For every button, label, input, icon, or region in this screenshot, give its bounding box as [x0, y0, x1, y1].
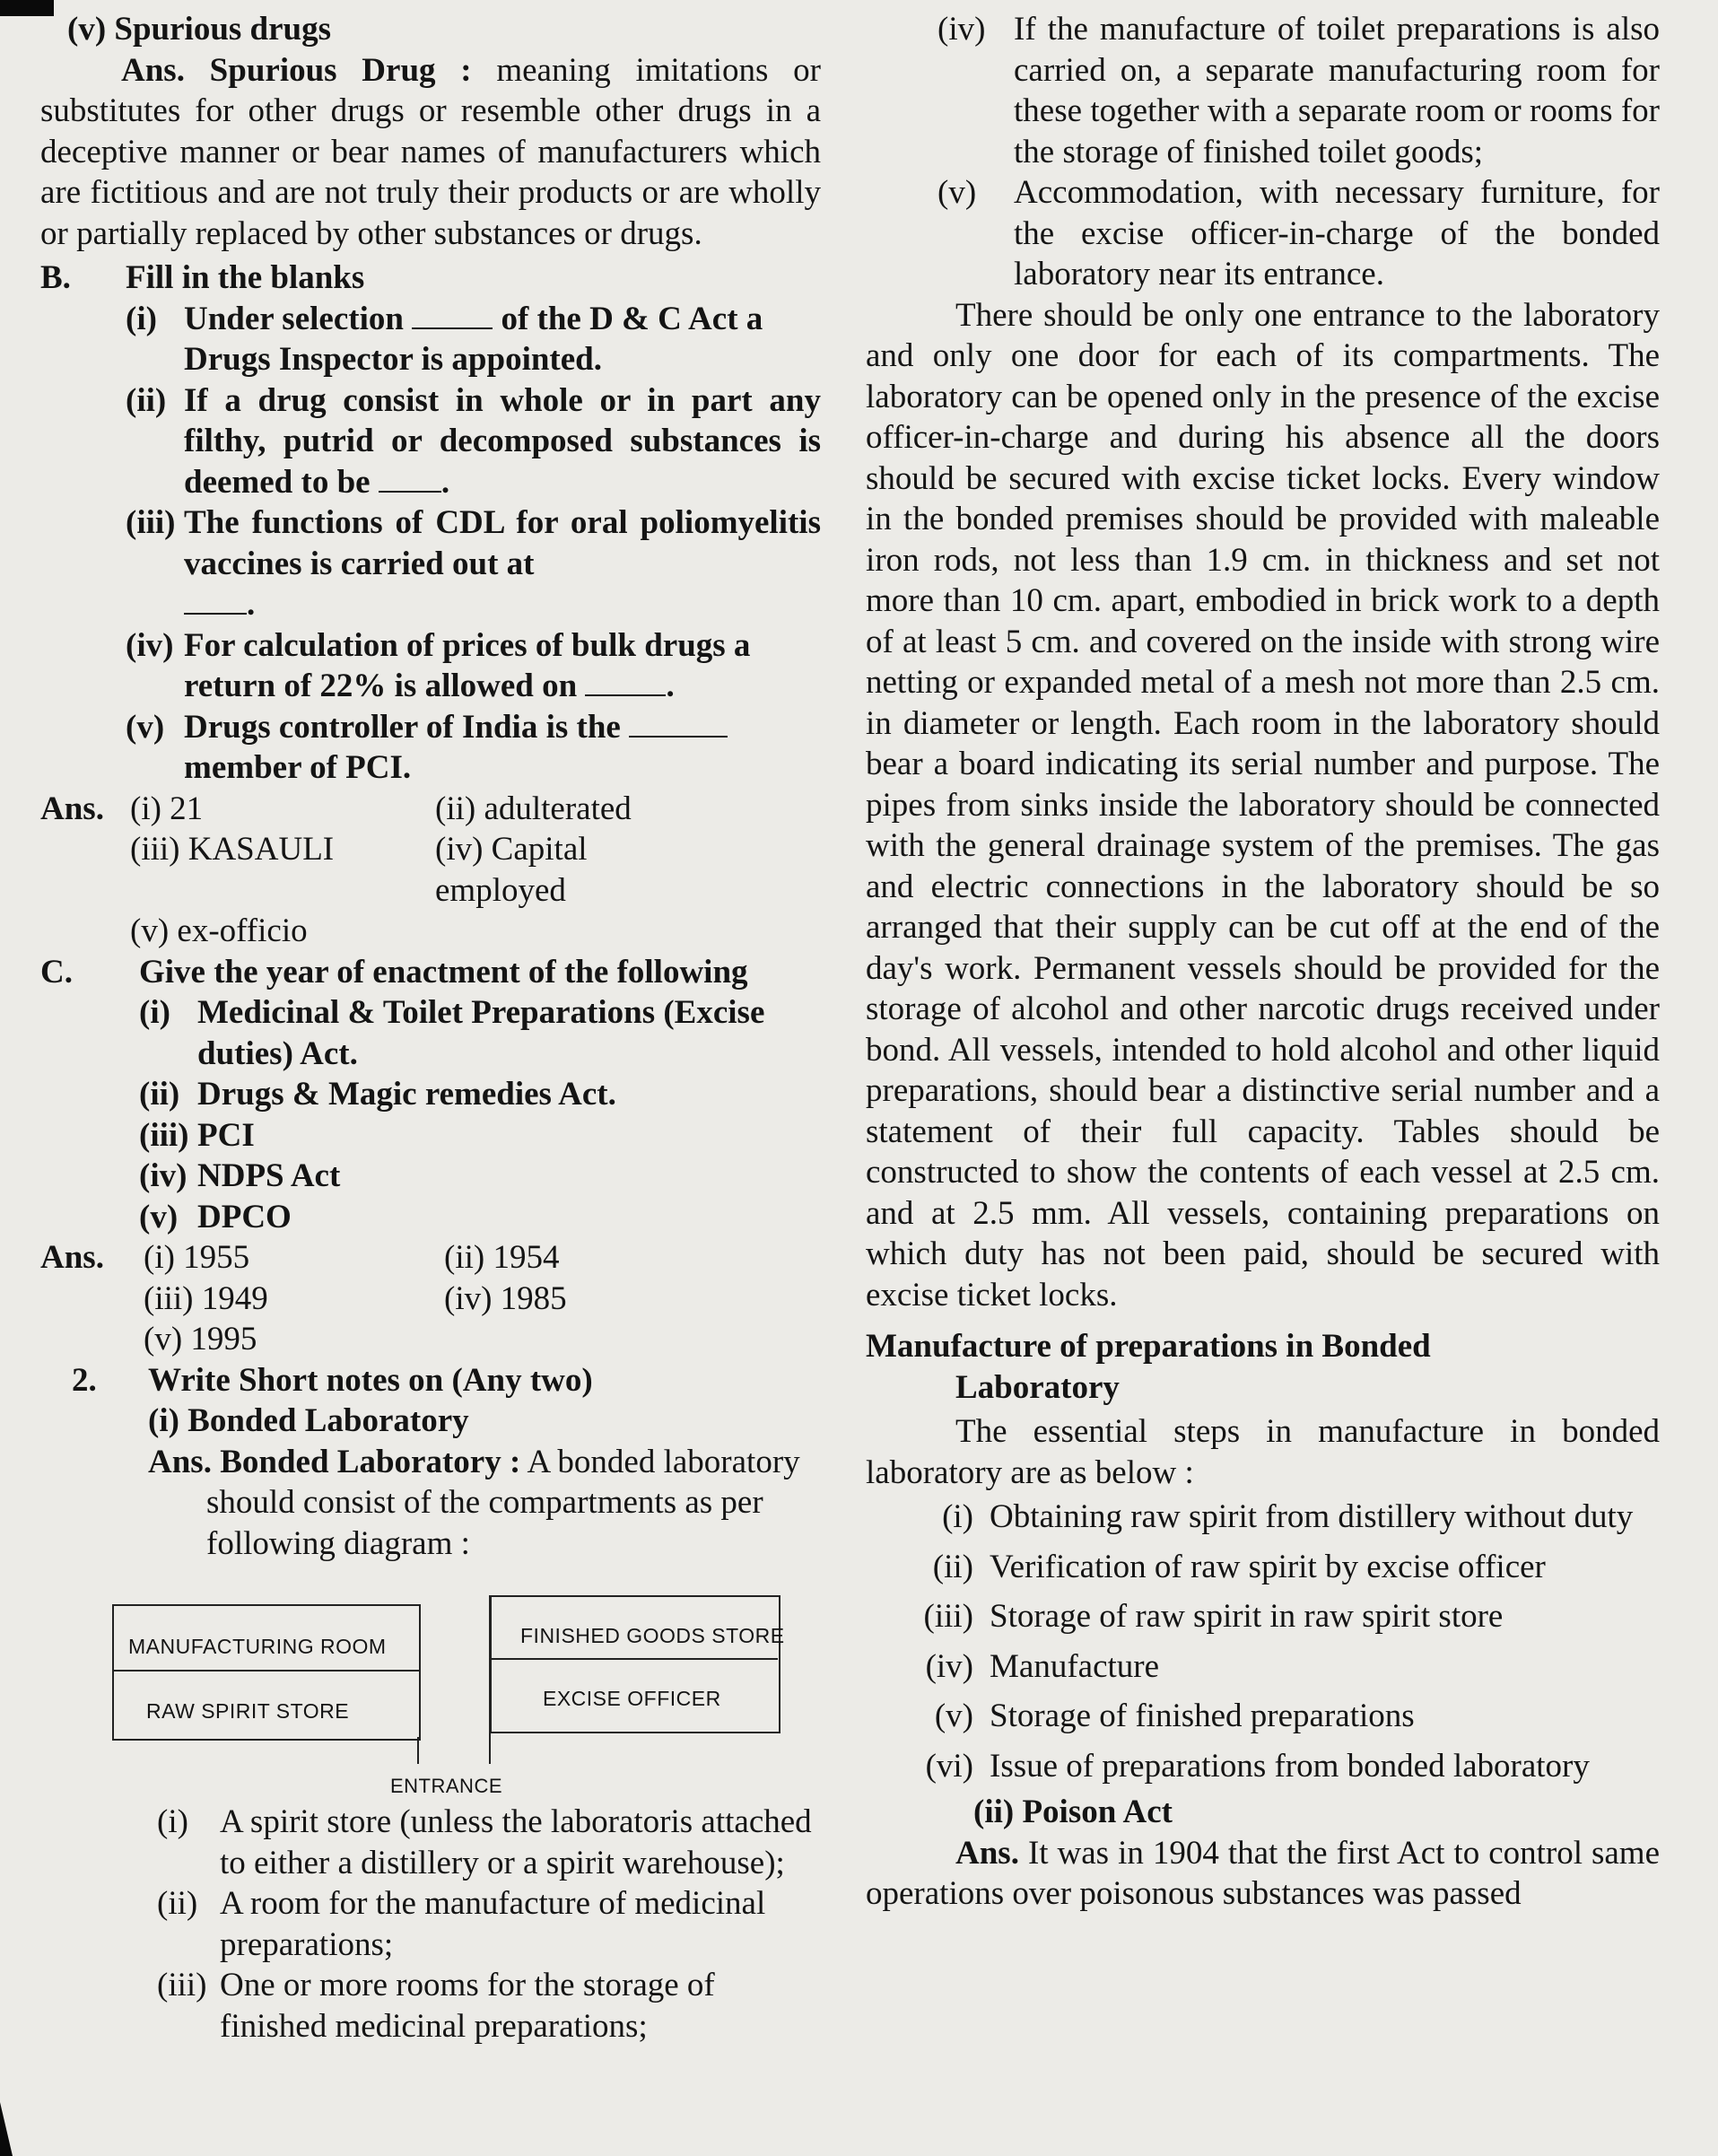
act-text: Medicinal & Toilet Preparations (Excise duties) Act.	[197, 994, 765, 1072]
answers-b-label: Ans.	[40, 790, 104, 827]
compartment-text: If the manufacture of toilet preparations is also carried on, a separate manufacturing room for these together with a separate room or rooms for the storage of finished toilet goods;	[1014, 11, 1660, 170]
blank-line	[585, 668, 666, 696]
compartment-item	[937, 9, 1660, 172]
blank-text: If a drug consist in whole or in part any filthy, putrid or decomposed substances is deemed to be	[184, 381, 821, 501]
blank-text-after: .	[666, 668, 675, 704]
step-number: (ii)	[932, 1548, 973, 1585]
blank-line	[379, 464, 441, 493]
step-text: Storage of raw spirit in raw spirit store	[990, 1598, 1504, 1635]
steps-intro: The essential steps in manufacture in bonded laboratory are as below :	[866, 1413, 1660, 1491]
manufacture-heading: Manufacture of preparations in Bonded Laboratory	[866, 1328, 1431, 1406]
finished-goods-store-label: FINISHED GOODS STORE	[520, 1624, 785, 1647]
answer-item: (iii) 1949	[144, 1279, 268, 1317]
spurious-heading: (v) Spurious drugs	[67, 11, 332, 48]
blank-line	[412, 301, 493, 329]
answer-item: (iv) 1985	[444, 1279, 567, 1317]
right-column	[866, 9, 1660, 1915]
section-c-letter: C.	[40, 953, 73, 991]
answer-item: (i) 1955	[144, 1239, 250, 1276]
bonded-lab-diagram	[40, 1573, 821, 1842]
blank-text: For calculation of prices of bulk drugs a return of 22% is allowed on	[184, 626, 751, 704]
step-text: Issue of preparations from bonded laboratory	[990, 1747, 1590, 1785]
act-number: (v)	[139, 1198, 179, 1235]
blank-item	[126, 707, 821, 789]
section-c-title: Give the year of enactment of the following	[139, 953, 748, 991]
answer-item: (v) 1995	[144, 1321, 257, 1357]
compartment-text: One or more rooms for the storage of finished medicinal preparations;	[220, 1967, 715, 2045]
step-text: Verification of raw spirit by excise officer	[990, 1548, 1546, 1585]
section-c-heading	[40, 952, 821, 993]
bonded-lab-answer	[40, 1442, 821, 1565]
poison-act-answer	[866, 1833, 1660, 1915]
compartment-item	[157, 1883, 821, 1965]
blank-text-after: of the D & C Act a Drugs Inspector is appointed.	[184, 300, 763, 378]
blank-number: (i)	[126, 300, 157, 337]
acts-list	[40, 992, 821, 1237]
blank-text-after: member of PCI.	[184, 749, 412, 786]
section-b-heading	[40, 257, 821, 299]
spurious-answer-label: Ans. Spurious Drug :	[121, 51, 472, 89]
page-corner-mark-bottom	[0, 2102, 13, 2156]
compartment-number: (i)	[157, 1803, 188, 1840]
spurious-answer-text: meaning imitations or substitutes for other drugs or resemble other drugs in a deceptive manner or bear names of manufacturers which are fictitious and are not truly their products or are wholly or partially replaced by other substances or drugs.	[40, 51, 822, 252]
compartment-item	[937, 172, 1660, 295]
blank-text: The functions of CDL for oral poliomyelitis vaccines is carried out at	[184, 504, 821, 582]
act-text: DPCO	[197, 1198, 292, 1235]
spurious-answer	[40, 50, 821, 255]
entrance-paragraph: There should be only one entrance to the laboratory and only one door for each of its compartments. The laboratory can be opened only in the presence of the excise officer-in-charge and during his absence all the doors should be secured with excise ticket locks. Every window in the bonded premises should be provided with maleable iron rods, not less than 1.9 cm. in thickness and set not more than 10 cm. apart, embodied in brick work to a depth of at least 5 cm. and covered on the inside with strong wire netting or expanded metal of a mesh not more than 2.5 cm. in diameter or length. Each room in the laboratory should bear a board indicating its serial number and purpose. The pipes from sinks inside the laboratory should be connected with the general drainage system of the premises. The gas and electric connections in the laboratory should be so arranged that their supply can be cut off at the end of the day's work. Permanent vessels should be provided for the storage of alcohol and other narcotic drugs received under bond. All vessels, intended to hold alcohol and other liquid preparations, should bear a distinctive serial number and a statement of their full capacity. Tables should be constructed to show the contents of each vessel at 2.5 cm. and at 2.5 mm. All vessels, containing preparations on which duty has not been paid, should be secured with excise ticket locks.	[866, 296, 1660, 1314]
blank-text: Drugs controller of India is the	[184, 708, 621, 746]
blank-number: (v)	[126, 708, 165, 746]
act-number: (iv)	[139, 1157, 187, 1194]
blanks-list	[40, 299, 821, 789]
bonded-lab-heading: (i) Bonded Laboratory	[148, 1402, 469, 1439]
answer-item: (ii) adulterated	[435, 790, 632, 827]
blank-item	[126, 380, 821, 503]
q2-number: 2.	[72, 1361, 97, 1399]
compartment-text: A room for the manufacture of medicinal preparations;	[220, 1885, 766, 1963]
entrance-post-right	[489, 1730, 491, 1764]
act-item	[139, 992, 821, 1074]
blank-line	[184, 586, 247, 615]
blank-number: (iii)	[126, 504, 176, 541]
blank-text-after: .	[440, 463, 450, 501]
poison-act-heading: (ii) Poison Act	[973, 1794, 1173, 1830]
steps-list	[866, 1497, 1660, 1786]
answer-item: (iii) KASAULI	[130, 831, 335, 868]
act-number: (iii)	[139, 1116, 189, 1154]
act-number: (ii)	[139, 1076, 180, 1113]
q2-title: Write Short notes on (Any two)	[148, 1361, 593, 1399]
compartment-number: (iii)	[157, 1967, 207, 2003]
act-number: (i)	[139, 994, 170, 1031]
divider-left	[112, 1670, 419, 1672]
step-text: Storage of finished preparations	[990, 1698, 1415, 1734]
step-number: (iv)	[925, 1647, 973, 1685]
act-text: NDPS Act	[197, 1157, 341, 1194]
step-number: (iii)	[923, 1598, 973, 1635]
answer-item: (ii) 1954	[444, 1239, 560, 1276]
step-item	[866, 1746, 1660, 1787]
divider-right	[489, 1658, 778, 1660]
answer-item: (i) 21	[130, 790, 204, 827]
section-b-letter: B.	[40, 259, 71, 296]
blank-number: (ii)	[126, 381, 167, 419]
step-item	[866, 1596, 1660, 1637]
act-item	[139, 1197, 821, 1238]
blank-item	[126, 625, 821, 707]
step-item	[866, 1547, 1660, 1588]
step-text: Manufacture	[990, 1647, 1160, 1685]
step-item	[866, 1646, 1660, 1688]
bonded-lab-answer-label: Ans. Bonded Laboratory :	[148, 1443, 521, 1480]
poison-act-answer-label: Ans.	[955, 1834, 1019, 1872]
blank-number: (iv)	[126, 626, 174, 664]
manufacturing-room-label: MANUFACTURING ROOM	[128, 1635, 387, 1658]
blank-item	[126, 299, 821, 380]
step-item	[866, 1497, 1660, 1538]
blank-text-after: .	[247, 586, 256, 623]
act-item	[139, 1074, 821, 1115]
compartment-item	[157, 1965, 821, 2047]
bonded-lab-answer-text: A bonded laboratory should consist of the compartments as per following diagram :	[206, 1443, 800, 1562]
entrance-post-left	[417, 1737, 419, 1764]
answers-c-label: Ans.	[40, 1239, 104, 1276]
blank-item	[126, 502, 821, 625]
answer-item: (iv) Capital employed	[435, 831, 588, 909]
step-number: (vi)	[925, 1747, 973, 1785]
left-column	[40, 9, 821, 2047]
blank-text: Under selection	[184, 300, 404, 337]
blank-line	[629, 709, 728, 738]
answer-item: (v) ex-officio	[130, 912, 308, 949]
excise-officer-label: EXCISE OFFICER	[543, 1687, 721, 1710]
poison-act-answer-text: It was in 1904 that the first Act to control same operations over poisonous substances was passed	[866, 1834, 1661, 1912]
step-item	[866, 1696, 1660, 1737]
act-item	[139, 1156, 821, 1197]
compartment-text: Accommodation, with necessary furniture, for the excise officer-in-charge of the bonded laboratory near its entrance.	[1014, 174, 1660, 292]
step-text: Obtaining raw spirit from distillery without duty	[990, 1498, 1634, 1535]
compartment-number: (v)	[937, 174, 977, 211]
q2-heading	[40, 1360, 821, 1401]
raw-spirit-store-label: RAW SPIRIT STORE	[146, 1699, 350, 1723]
compartments-cont-list	[866, 9, 1660, 295]
entrance-label: ENTRANCE	[390, 1775, 503, 1797]
answers-b	[40, 789, 821, 952]
act-text: PCI	[197, 1116, 255, 1154]
compartment-number: (iv)	[937, 11, 986, 48]
step-number: (v)	[934, 1698, 973, 1734]
compartment-text: A spirit store (unless the laboratoris attached to either a distillery or a spirit warehouse);	[220, 1803, 812, 1881]
act-text: Drugs & Magic remedies Act.	[197, 1076, 616, 1113]
act-item	[139, 1115, 821, 1157]
compartment-number: (ii)	[157, 1885, 198, 1922]
section-b-title: Fill in the blanks	[126, 259, 365, 296]
step-number: (i)	[942, 1498, 973, 1535]
answers-c	[40, 1237, 821, 1360]
